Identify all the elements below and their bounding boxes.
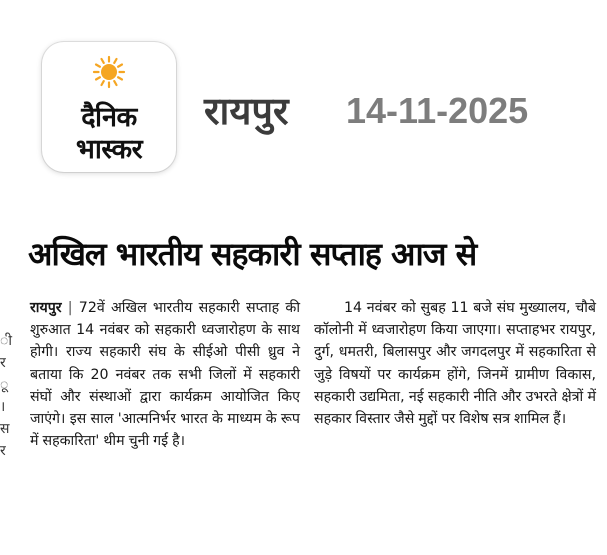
- sun-ray: [96, 65, 100, 67]
- dainik-bhaskar-logo: [42, 42, 176, 172]
- fragment-char: ी: [0, 333, 12, 349]
- article-column-2: 14 नवंबर को सुबह 11 बजे संघ मुख्यालय, चौबे कॉलोनी में ध्वजारोहण किया जाएगा। सप्ताहभर रायपुर, दुर्ग, धमतरी, बिलासपुर और जगदलपुर में सहकारिता से जुड़े विषयों पर कार्यक्रम होंगे, जिनमें ग्रामीण विकास, सहकारी उद्यमिता, नई सहकारी नीति और उभरते क्षेत्रों में सहकार विस्तार जैसे मुद्दों पर विशेष सत्र शामिल हैं।: [314, 300, 596, 428]
- fragment-char: ।: [0, 399, 6, 415]
- edition-city: रायपुर: [204, 89, 289, 133]
- article-column-1: [30, 297, 300, 452]
- fragment-char: र: [0, 443, 6, 459]
- edition-date: 14-11-2025: [346, 90, 529, 131]
- sun-ray: [102, 81, 104, 85]
- sun-ray: [96, 77, 100, 79]
- article-headline: अखिल भारतीय सहकारी सप्ताह आज से: [28, 235, 477, 273]
- article-column-1-text: 72वें अखिल भारतीय सहकारी सप्ताह की शुरुआत 14 नवंबर को सहकारी ध्वजारोहण के साथ होगी। राज्य सहकारी संघ के सीईओ पीसी ध्रुव ने बताया कि 20 नवंबर तक सभी जिलों में सहकारी संघों और संस्थाओं द्वारा कार्यक्रम आयोजित किए जाएंगे। इस साल 'आत्मनिर्भर भारत के माध्यम के रूप में सहकारिता' थीम चुनी गई है।: [30, 300, 300, 450]
- sun-ray: [114, 59, 116, 63]
- logo-text-line2: भास्कर: [75, 134, 143, 165]
- fragment-char: स: [0, 421, 10, 437]
- logo-text-line1: दैनिक: [81, 102, 137, 133]
- dateline-separator: |: [67, 300, 73, 316]
- sun-ray: [102, 59, 104, 63]
- adjacent-column-fragment: [0, 330, 10, 462]
- article-dateline: रायपुर: [30, 300, 62, 316]
- fragment-char: ू: [0, 377, 9, 393]
- sun-ray: [118, 77, 122, 79]
- sun-logo-icon: [93, 56, 125, 88]
- fragment-char: र: [0, 355, 6, 371]
- sun-ray: [118, 65, 122, 67]
- sun-ray: [114, 81, 116, 85]
